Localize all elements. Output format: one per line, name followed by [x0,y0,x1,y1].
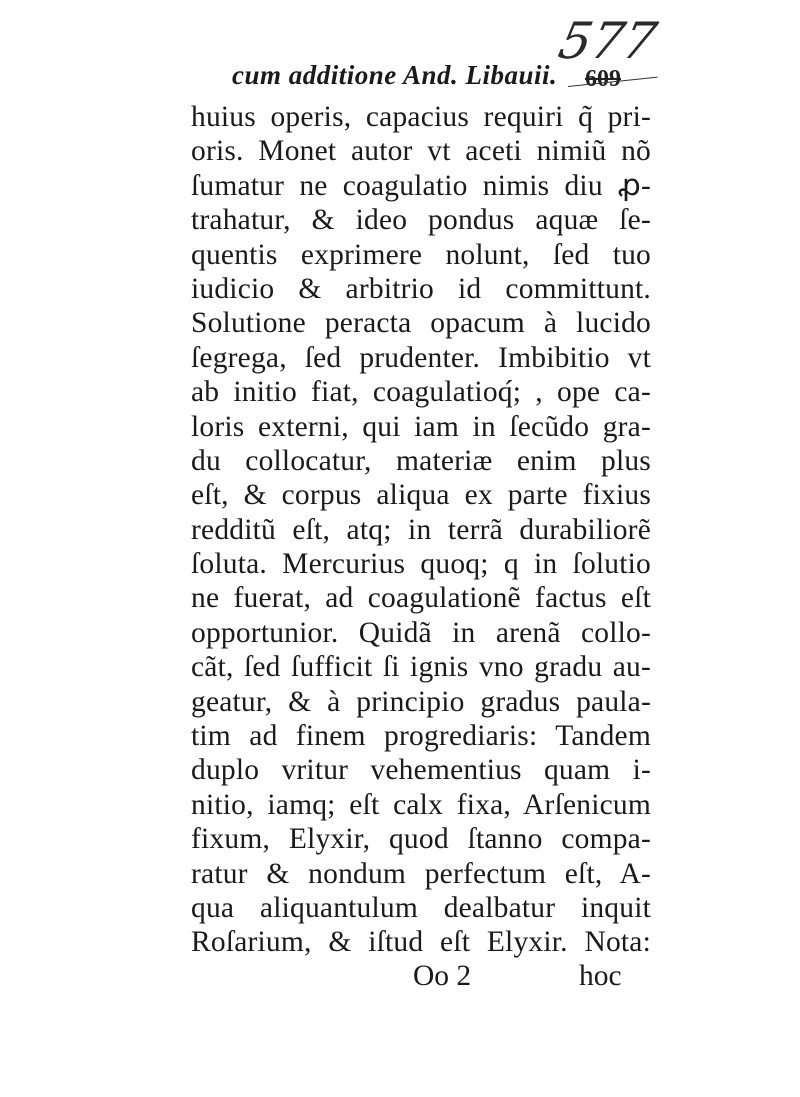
text-line: geatur, & à principio gradus paula- [191,685,651,718]
text-line: ſegrega, ſed prudenter. Imbibitio vt [191,341,651,374]
text-line: eſt, & corpus aliqua ex parte fixius [191,479,651,512]
catchword: hoc [579,960,622,992]
running-title: cum additione And. Libauii. [232,60,558,90]
text-line: ab initio fiat, coagulatioq́; , ope ca- [191,376,651,409]
body-text-block [191,100,651,960]
text-line: Solutione peracta opacum à lucido [191,307,651,340]
text-line: nitio, iamq; eſt calx fixa, Arſenicum [191,788,651,821]
text-line: du collocatur, materiæ enim plus [191,444,651,477]
text-line: loris externi, qui iam in ſecũdo gra- [191,410,651,443]
text-line: quentis exprimere nolunt, ſed tuo [191,238,651,271]
text-line: duplo vritur vehementius quam i- [191,754,651,787]
text-line: Roſarium, & iſtud eſt Elyxir. Nota: [191,926,651,959]
text-line: oris. Monet autor vt aceti nimiũ nõ [191,135,651,168]
text-line: tim ad finem progrediaris: Tandem [191,720,651,753]
text-line: trahatur, & ideo pondus aquæ ſe- [191,204,651,237]
handwritten-folio-number: 577 [553,12,662,70]
text-line: cãt, ſed ſufficit ſi ignis vno gradu au- [191,651,651,684]
text-line: ſoluta. Mercurius quoq; q in ſolutio [191,548,651,581]
text-line: redditũ eſt, atq; in terrã durabiliorẽ [191,513,651,546]
text-line: fixum, Elyxir, quod ſtanno compa- [191,823,651,856]
text-line: ſumatur ne coagulatio nimis diu ꝓ- [191,169,651,202]
text-line: iudicio & arbitrio id committunt. [191,272,651,305]
signature-mark: Oo 2 [413,960,472,992]
text-line: qua aliquantulum dealbatur inquit [191,891,651,924]
text-line: huius operis, capacius requiri q̃ pri- [191,101,651,133]
printed-folio-number: 609 [585,66,621,92]
page-footer [191,960,651,1000]
text-line: opportunior. Quidã in arenã collo- [191,616,651,649]
text-line: ratur & nondum perfectum eſt, A- [191,857,651,890]
text-line: ne fuerat, ad coagulationẽ factus eſt [191,582,651,615]
